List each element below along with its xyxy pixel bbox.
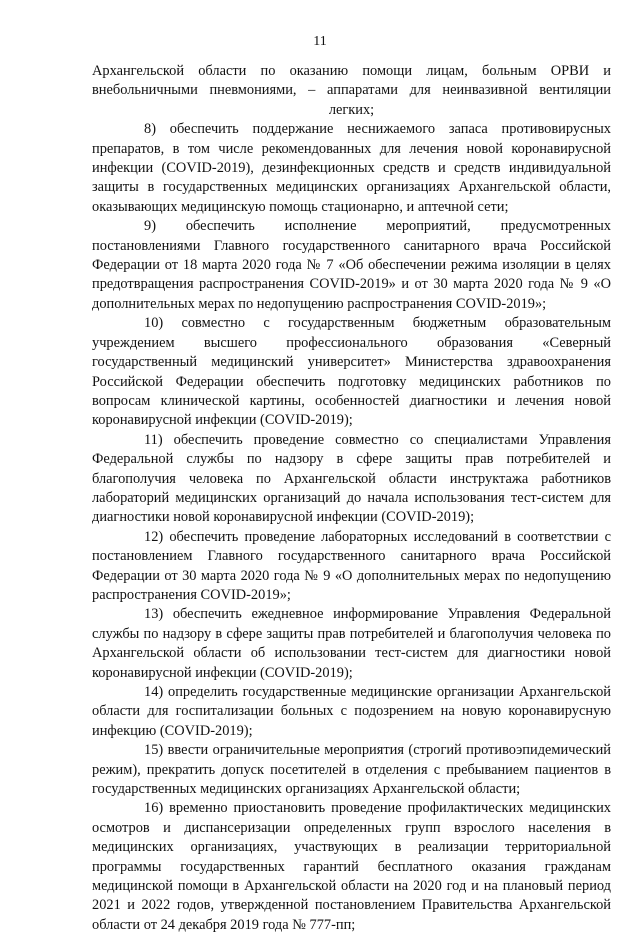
paragraph-item-16: 16) временно приостановить проведение профилактических медицинских осмотров и диспансеризации определенных групп взрослого населения в медицинских организациях, участвующих в реализации территориальной программы государственных гарантий бесплатного оказания гражданам медицинской помощи в Архангельской области на 2020 год и на плановый период 2021 и 2022 годов, утвержденной постановлением Правительства Архангельской области от 24 декабря 2019 года № 777-пп; [92,800,611,933]
paragraph-item-12: 12) обеспечить проведение лабораторных исследований в соответствии с постановлением Главного государственного санитарного врача Российской Федерации от 30 марта 2020 года № 9 «О дополнительных мерах по недопущению распространения COVID-2019»; [92,528,611,603]
page-number: 11 [313,34,327,49]
paragraph-continuation: Архангельской области по оказанию помощи лицам, больным ОРВИ и внебольничными пневмониями, – аппаратами для неинвазивной вентиляции легких; [92,63,611,118]
paragraph-item-15: 15) ввести ограничительные мероприятия (строгий противоэпидемический режим), прекратить допуск посетителей в отделения с пребыванием пациентов в государственных медицинских организациях Архангельской области; [92,742,611,798]
document-body [92,62,611,935]
paragraph-item-13: 13) обеспечить ежедневное информирование Управления Федеральной службы по надзору в сфере защиты прав потребителей и благополучия человека по Архангельской области об использовании тест-систем для диагностики новой коронавирусной инфекции (COVID-2019); [92,606,611,681]
paragraph-item-8: 8) обеспечить поддержание неснижаемого запаса противовирусных препаратов, в том числе рекомендованных для лечения новой коронавирусной инфекции (COVID-2019), дезинфекционных средств и средств индивидуальной защиты в государственных медицинских организациях Архангельской области, оказывающих медицинскую помощь стационарно, и аптечной сети; [92,121,611,215]
paragraph-item-10: 10) совместно с государственным бюджетным образовательным учреждением высшего профессионального образования «Северный государственный медицинский университет» Министерства здравоохранения Российской Федерации обеспечить подготовку медицинских работников по вопросам клинической картины, особенностей диагностики и лечения новой коронавирусной инфекции (COVID-2019); [92,315,611,429]
paragraph-item-14: 14) определить государственные медицинские организации Архангельской области для госпитализации больных с подозрением на новую коронавирусную инфекцию (COVID-2019); [92,684,611,739]
paragraph-item-9: 9) обеспечить исполнение мероприятий, предусмотренных постановлениями Главного государственного санитарного врача Российской Федерации от 18 марта 2020 года № 7 «Об обеспечении режима изоляции в целях предотвращения распространения COVID-2019» и от 30 марта 2020 года № 9 «О дополнительных мерах по недопущению распространения COVID-2019»; [92,218,611,312]
paragraph-item-11: 11) обеспечить проведение совместно со специалистами Управления Федеральной службы по надзору в сфере защиты прав потребителей и благополучия человека по Архангельской области инструктажа работников лабораторий медицинских организаций до начала использования тест-систем для диагностики новой коронавирусной инфекции (COVID-2019); [92,431,611,526]
